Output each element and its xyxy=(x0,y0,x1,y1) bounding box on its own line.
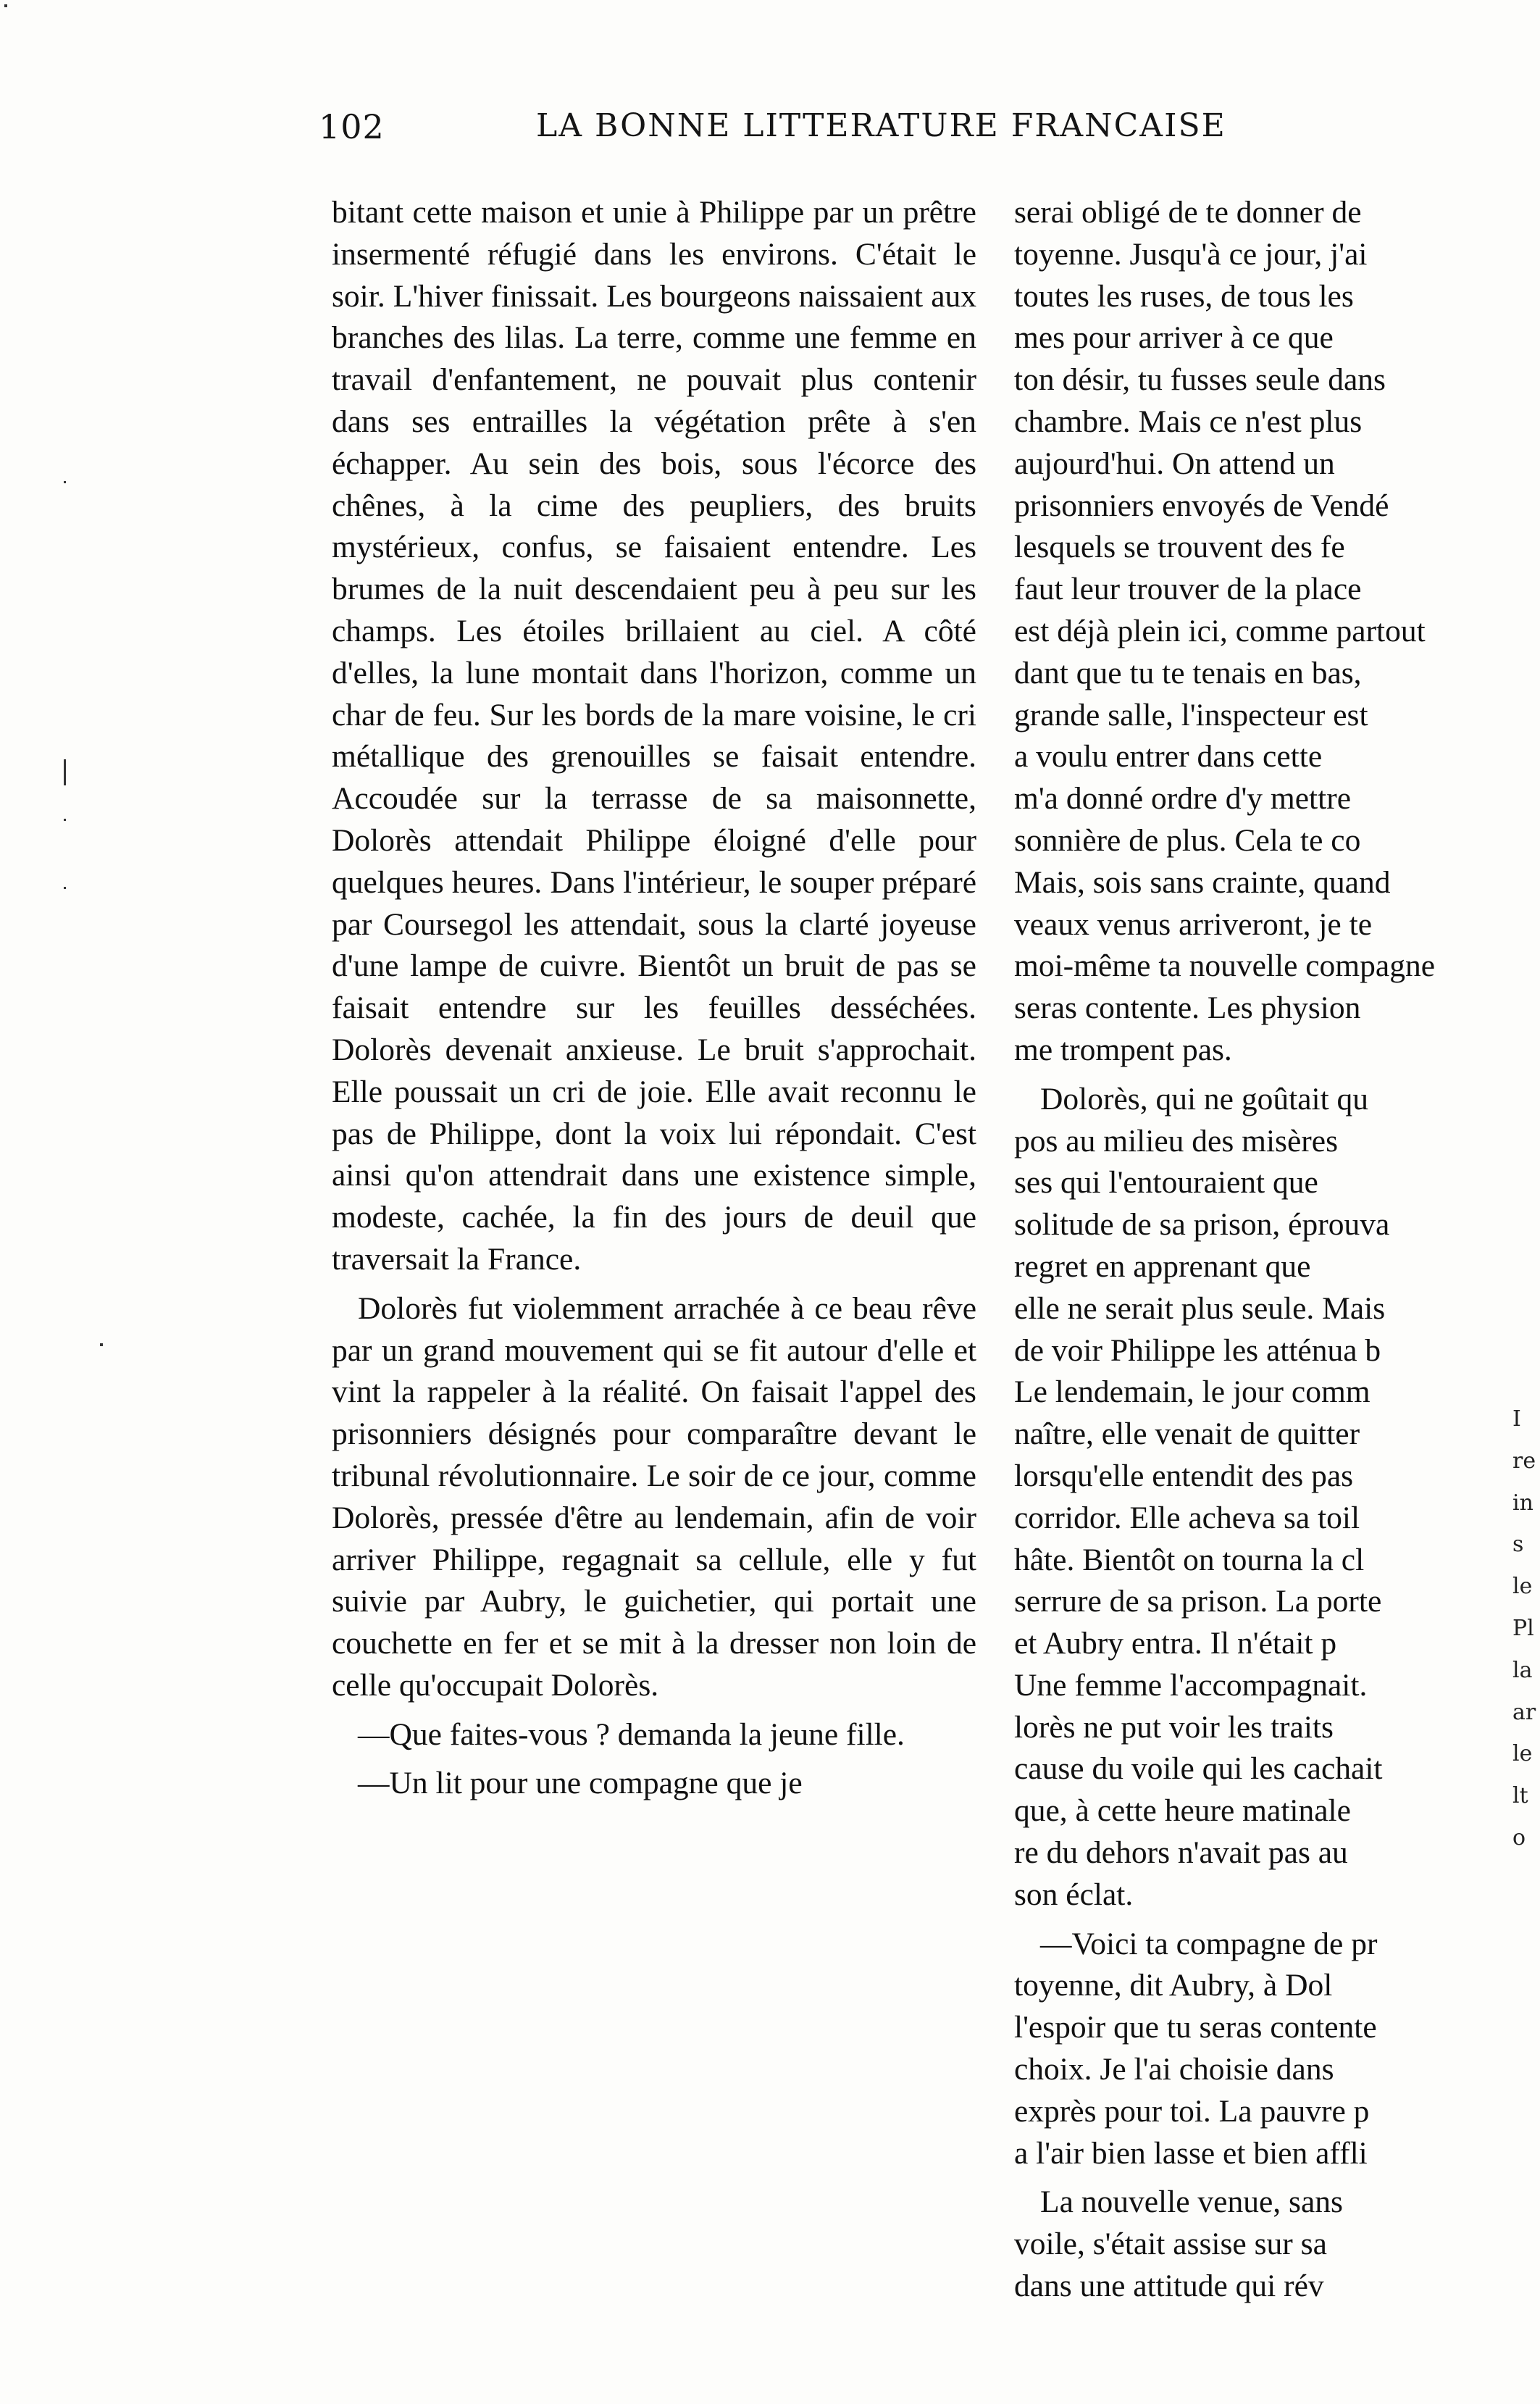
margin-fragment: I xyxy=(1512,1406,1521,1432)
text-line: corridor. Elle acheva sa toil xyxy=(1014,1500,1360,1535)
scan-speck xyxy=(64,481,66,483)
margin-fragment: in xyxy=(1512,1490,1533,1516)
text-line: naître, elle venait de quitter xyxy=(1014,1416,1360,1452)
running-title: LA BONNE LITTERATURE FRANCAISE xyxy=(536,107,1226,144)
text-line: Une femme l'accompagnait. xyxy=(1014,1667,1368,1703)
text-line: ses qui l'entouraient que xyxy=(1014,1165,1318,1201)
text-line: choix. Je l'ai choisie dans xyxy=(1014,2052,1334,2087)
scan-speck xyxy=(100,1343,103,1346)
text-line: solitude de sa prison, éprouva xyxy=(1014,1207,1390,1243)
margin-fragment: le xyxy=(1512,1741,1533,1767)
text-line: faut leur trouver de la place xyxy=(1014,572,1362,607)
text-line: a voulu entrer dans cette xyxy=(1014,739,1323,775)
margin-fragment: le xyxy=(1512,1574,1533,1600)
text-line: seras contente. Les physion xyxy=(1014,990,1361,1026)
text-line: elle ne serait plus seule. Mais xyxy=(1014,1290,1386,1326)
text-line: ton désir, tu fusses seule dans xyxy=(1014,362,1386,398)
margin-fragment: o xyxy=(1512,1824,1526,1850)
text-line: l'espoir que tu seras contente xyxy=(1014,2010,1377,2045)
margin-fragment: ar xyxy=(1512,1699,1536,1725)
margin-fragment: s xyxy=(1512,1532,1524,1558)
paragraph: —Que faites-vous ? demanda la jeune fille. xyxy=(358,1716,905,1752)
text-line: exprès pour toi. La pauvre p xyxy=(1014,2093,1370,2129)
page-number: 102 xyxy=(319,107,385,146)
text-line: son éclat. xyxy=(1014,1877,1134,1912)
scan-speck xyxy=(64,887,66,889)
text-line: grande salle, l'inspecteur est xyxy=(1014,697,1368,733)
text-line: toyenne, dit Aubry, à Dol xyxy=(1014,1968,1333,2003)
text-line: pos au milieu des misères xyxy=(1014,1123,1339,1159)
text-line: dant que tu te tenais en bas, xyxy=(1014,655,1362,690)
text-line: toutes les ruses, de tous les xyxy=(1014,278,1354,314)
text-line: a l'air bien lasse et bien affli xyxy=(1014,2135,1368,2171)
text-line: regret en apprenant que xyxy=(1014,1248,1311,1284)
right-margin-fragments xyxy=(1512,1398,1537,1859)
text-line: toyenne. Jusqu'à ce jour, j'ai xyxy=(1014,236,1368,272)
text-line: chambre. Mais ce n'est plus xyxy=(1014,404,1363,439)
text-line: serrure de sa prison. La porte xyxy=(1014,1584,1382,1619)
text-line: sonnière de plus. Cela te co xyxy=(1014,822,1361,858)
text-line: voile, s'était assise sur sa xyxy=(1014,2226,1327,2262)
margin-fragment: la xyxy=(1512,1657,1533,1683)
scan-speck xyxy=(4,4,7,7)
text-line: m'a donné ordre d'y mettre xyxy=(1014,781,1352,817)
text-line: —Voici ta compagne de pr xyxy=(1040,1926,1378,1961)
text-line: hâte. Bientôt on tourna la cl xyxy=(1014,1542,1365,1577)
paragraph: Dolorès fut violemment arrachée à ce beau rêve par un grand mouvement qui se fit autour d'elle et vint la rappeler à la réalité. On faisait l'appel des prisonniers désignés pour comparaître devant le tribunal révolutionnaire. Le soir de ce jour, comme Dolorès, pressée d'être au lendemain, afin de voir arriver Philippe, regagnait sa cellule, elle y fut suivie par Aubry, le guichetier, qui portait une couchette en fer et se mit à la dresser non loin de celle qu'occupait Dolorès. xyxy=(332,1290,976,1703)
text-line: prisonniers envoyés de Vendé xyxy=(1014,488,1389,523)
margin-fragment: Pl xyxy=(1512,1615,1534,1641)
text-line: Mais, sois sans crainte, quand xyxy=(1014,864,1391,900)
left-text-column xyxy=(332,192,976,2351)
text-line: La nouvelle venue, sans xyxy=(1040,2184,1343,2220)
text-line: veaux venus arriveront, je te xyxy=(1014,906,1373,942)
text-line: dans une attitude qui rév xyxy=(1014,2269,1324,2304)
margin-fragment: lt xyxy=(1512,1783,1528,1809)
right-text-column xyxy=(1014,192,1540,2351)
paragraph: bitant cette maison et unie à Philippe par un prêtre insermenté réfugié dans les environs. C'était le soir. L'hiver finissait. Les bourgeons naissaient aux branches des lilas. La terre, comme une femme en travail d'enfantement, ne pouvait plus contenir dans ses entrailles la végétation prête à s'en échapper. Au sein des bois, sous l'écorce des chênes, à la cime des peupliers, des bruits mystérieux, confus, se faisaient entendre. Les brumes de la nuit descendaient peu à peu sur les champs. Les étoiles brillaient au ciel. A côté d'elles, la lune montait dans l'horizon, comme un char de feu. Sur les bords de la mare voisine, le cri métallique des grenouilles se faisait entendre. Accoudée sur la terrasse de sa maisonnette, Dolorès attendait Philippe éloigné d'elle pour quelques heures. Dans l'intérieur, le souper préparé par Coursegol les attendait, sous la clarté joyeuse d'une lampe de cuivre. Bientôt un bruit de pas se faisait entendre sur les feuilles desséchées. Dolorès devenait anxieuse. Le bruit s'approchait. Elle poussait un cri de joie. Elle avait reconnu le pas de Philippe, dont la voix lui répondait. C'est ainsi qu'on attendrait dans une existence simple, modeste, cachée, la fin des jours de deuil que traversait la France. xyxy=(332,195,976,1277)
text-line: de voir Philippe les atténua b xyxy=(1014,1332,1381,1368)
text-line: moi-même ta nouvelle compagne xyxy=(1014,948,1436,984)
text-line: lorsqu'elle entendit des pas xyxy=(1014,1458,1354,1493)
text-line: mes pour arriver à ce que xyxy=(1014,320,1334,356)
text-line: Dolorès, qui ne goûtait qu xyxy=(1040,1081,1369,1117)
scan-speck xyxy=(64,819,66,821)
text-line: Le lendemain, le jour comm xyxy=(1014,1374,1370,1410)
text-line: aujourd'hui. On attend un xyxy=(1014,446,1335,481)
text-line: serai obligé de te donner de xyxy=(1014,195,1362,230)
text-line: que, à cette heure matinale xyxy=(1014,1793,1351,1829)
paragraph: —Un lit pour une compagne que je xyxy=(358,1766,803,1801)
text-line: et Aubry entra. Il n'était p xyxy=(1014,1626,1337,1661)
text-line: me trompent pas. xyxy=(1014,1032,1232,1067)
margin-fragment: re xyxy=(1512,1448,1536,1474)
text-line: est déjà plein ici, comme partout xyxy=(1014,613,1426,648)
text-line: cause du voile qui les cachait xyxy=(1014,1751,1383,1787)
text-line: lorès ne put voir les traits xyxy=(1014,1709,1334,1745)
scan-speck xyxy=(64,759,66,785)
page-header xyxy=(319,107,1333,151)
text-line: re du dehors n'avait pas au xyxy=(1014,1835,1348,1871)
text-line: lesquels se trouvent des fe xyxy=(1014,530,1345,565)
